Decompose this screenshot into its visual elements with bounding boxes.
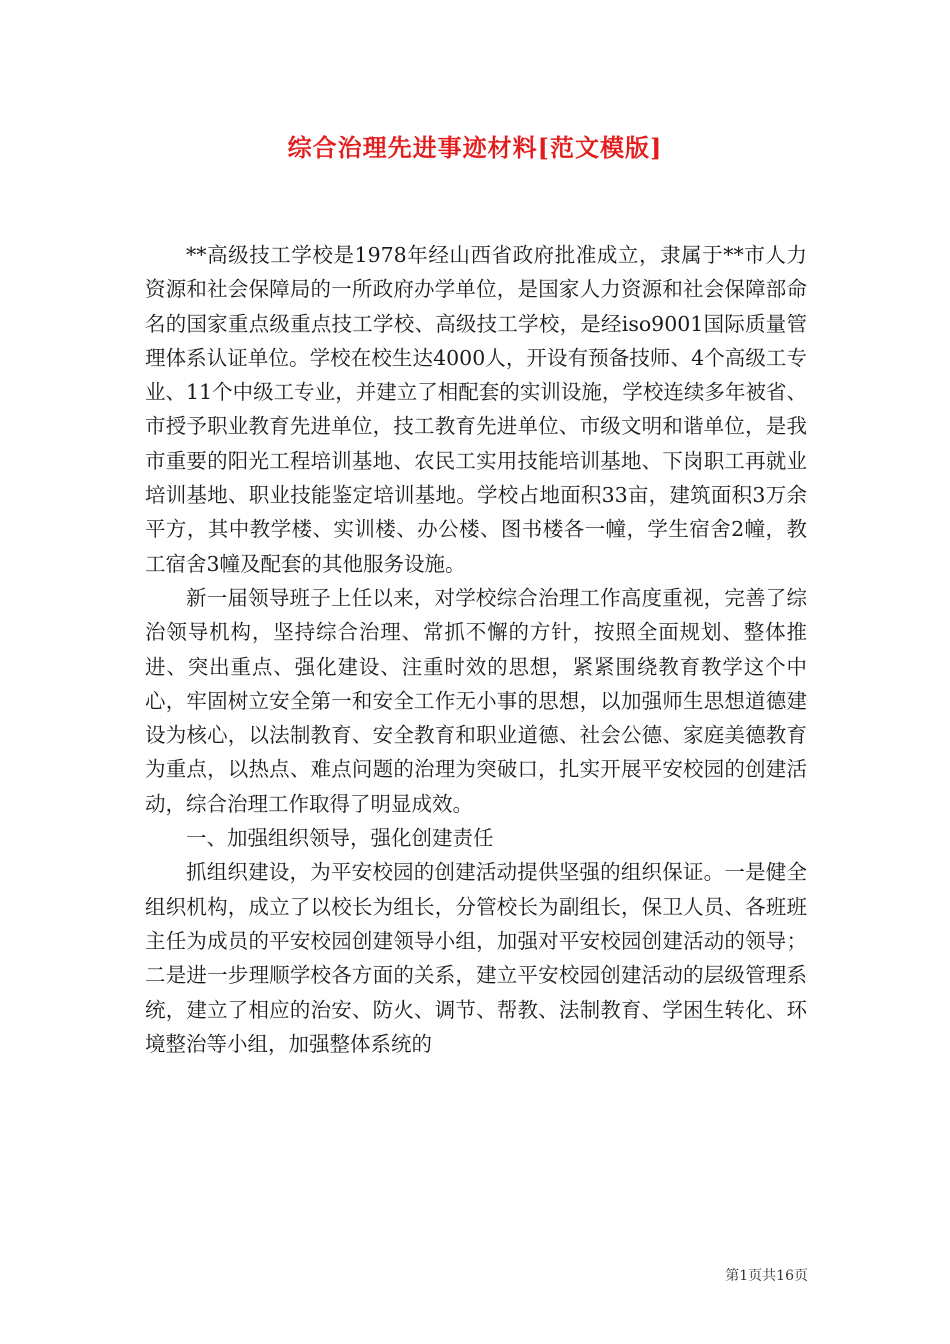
paragraph-organization: 抓组织建设，为平安校园的创建活动提供坚强的组织保证。一是健全组织机构，成立了以校长为组长，分管校长为副组长，保卫人员、各班班主任为成员的平安校园创建领导小组，加强对平安校园创建活动的领导；二是进一步理顺学校各方面的关系，建立平安校园创建活动的层级管理系统，建立了相应的治安、防火、调节、帮教、法制教育、学困生转化、环境整治等小组，加强整体系统的 bbox=[145, 860, 807, 1056]
paragraph-school-intro: **高级技工学校是1978年经山西省政府批准成立，隶属于**市人力资源和社会保障局的一所政府办学单位，是国家人力资源和社会保障部命名的国家重点级重点技工学校、高级技工学校，是经iso9001国际质量管理体系认证单位。学校在校生达4000人，开设有预备技师、4个高级工专业、11个中级工专业，并建立了相配套的实训设施，学校连续多年被省、市授予职业教育先进单位，技工教育先进单位、市级文明和谐单位，是我市重要的阳光工程培训基地、农民工实用技能培训基地、下岗职工再就业培训基地、职业技能鉴定培训基地。学校占地面积33亩，建筑面积3万余平方，其中教学楼、实训楼、办公楼、图书楼各一幢，学生宿舍2幢，教工宿舍3幢及配套的其他服务设施。 bbox=[145, 243, 807, 576]
document-body bbox=[145, 238, 807, 1061]
page-number: 第1页共16页 bbox=[725, 1268, 808, 1284]
paragraph-leadership: 新一届领导班子上任以来，对学校综合治理工作高度重视，完善了综治领导机构，坚持综合治理、常抓不懈的方针，按照全面规划、整体推进、突出重点、强化建设、注重时效的思想，紧紧围绕教育教学这个中心，牢固树立安全第一和安全工作无小事的思想，以加强师生思想道德建设为核心，以法制教育、安全教育和职业道德、社会公德、家庭美德教育为重点，以热点、难点问题的治理为突破口，扎实开展平安校园的创建活动，综合治理工作取得了明显成效。 bbox=[145, 585, 807, 816]
document-title: 综合治理先进事迹材料[范文模版] bbox=[287, 133, 663, 162]
section-heading-1: 一、加强组织领导，强化创建责任 bbox=[186, 826, 494, 851]
